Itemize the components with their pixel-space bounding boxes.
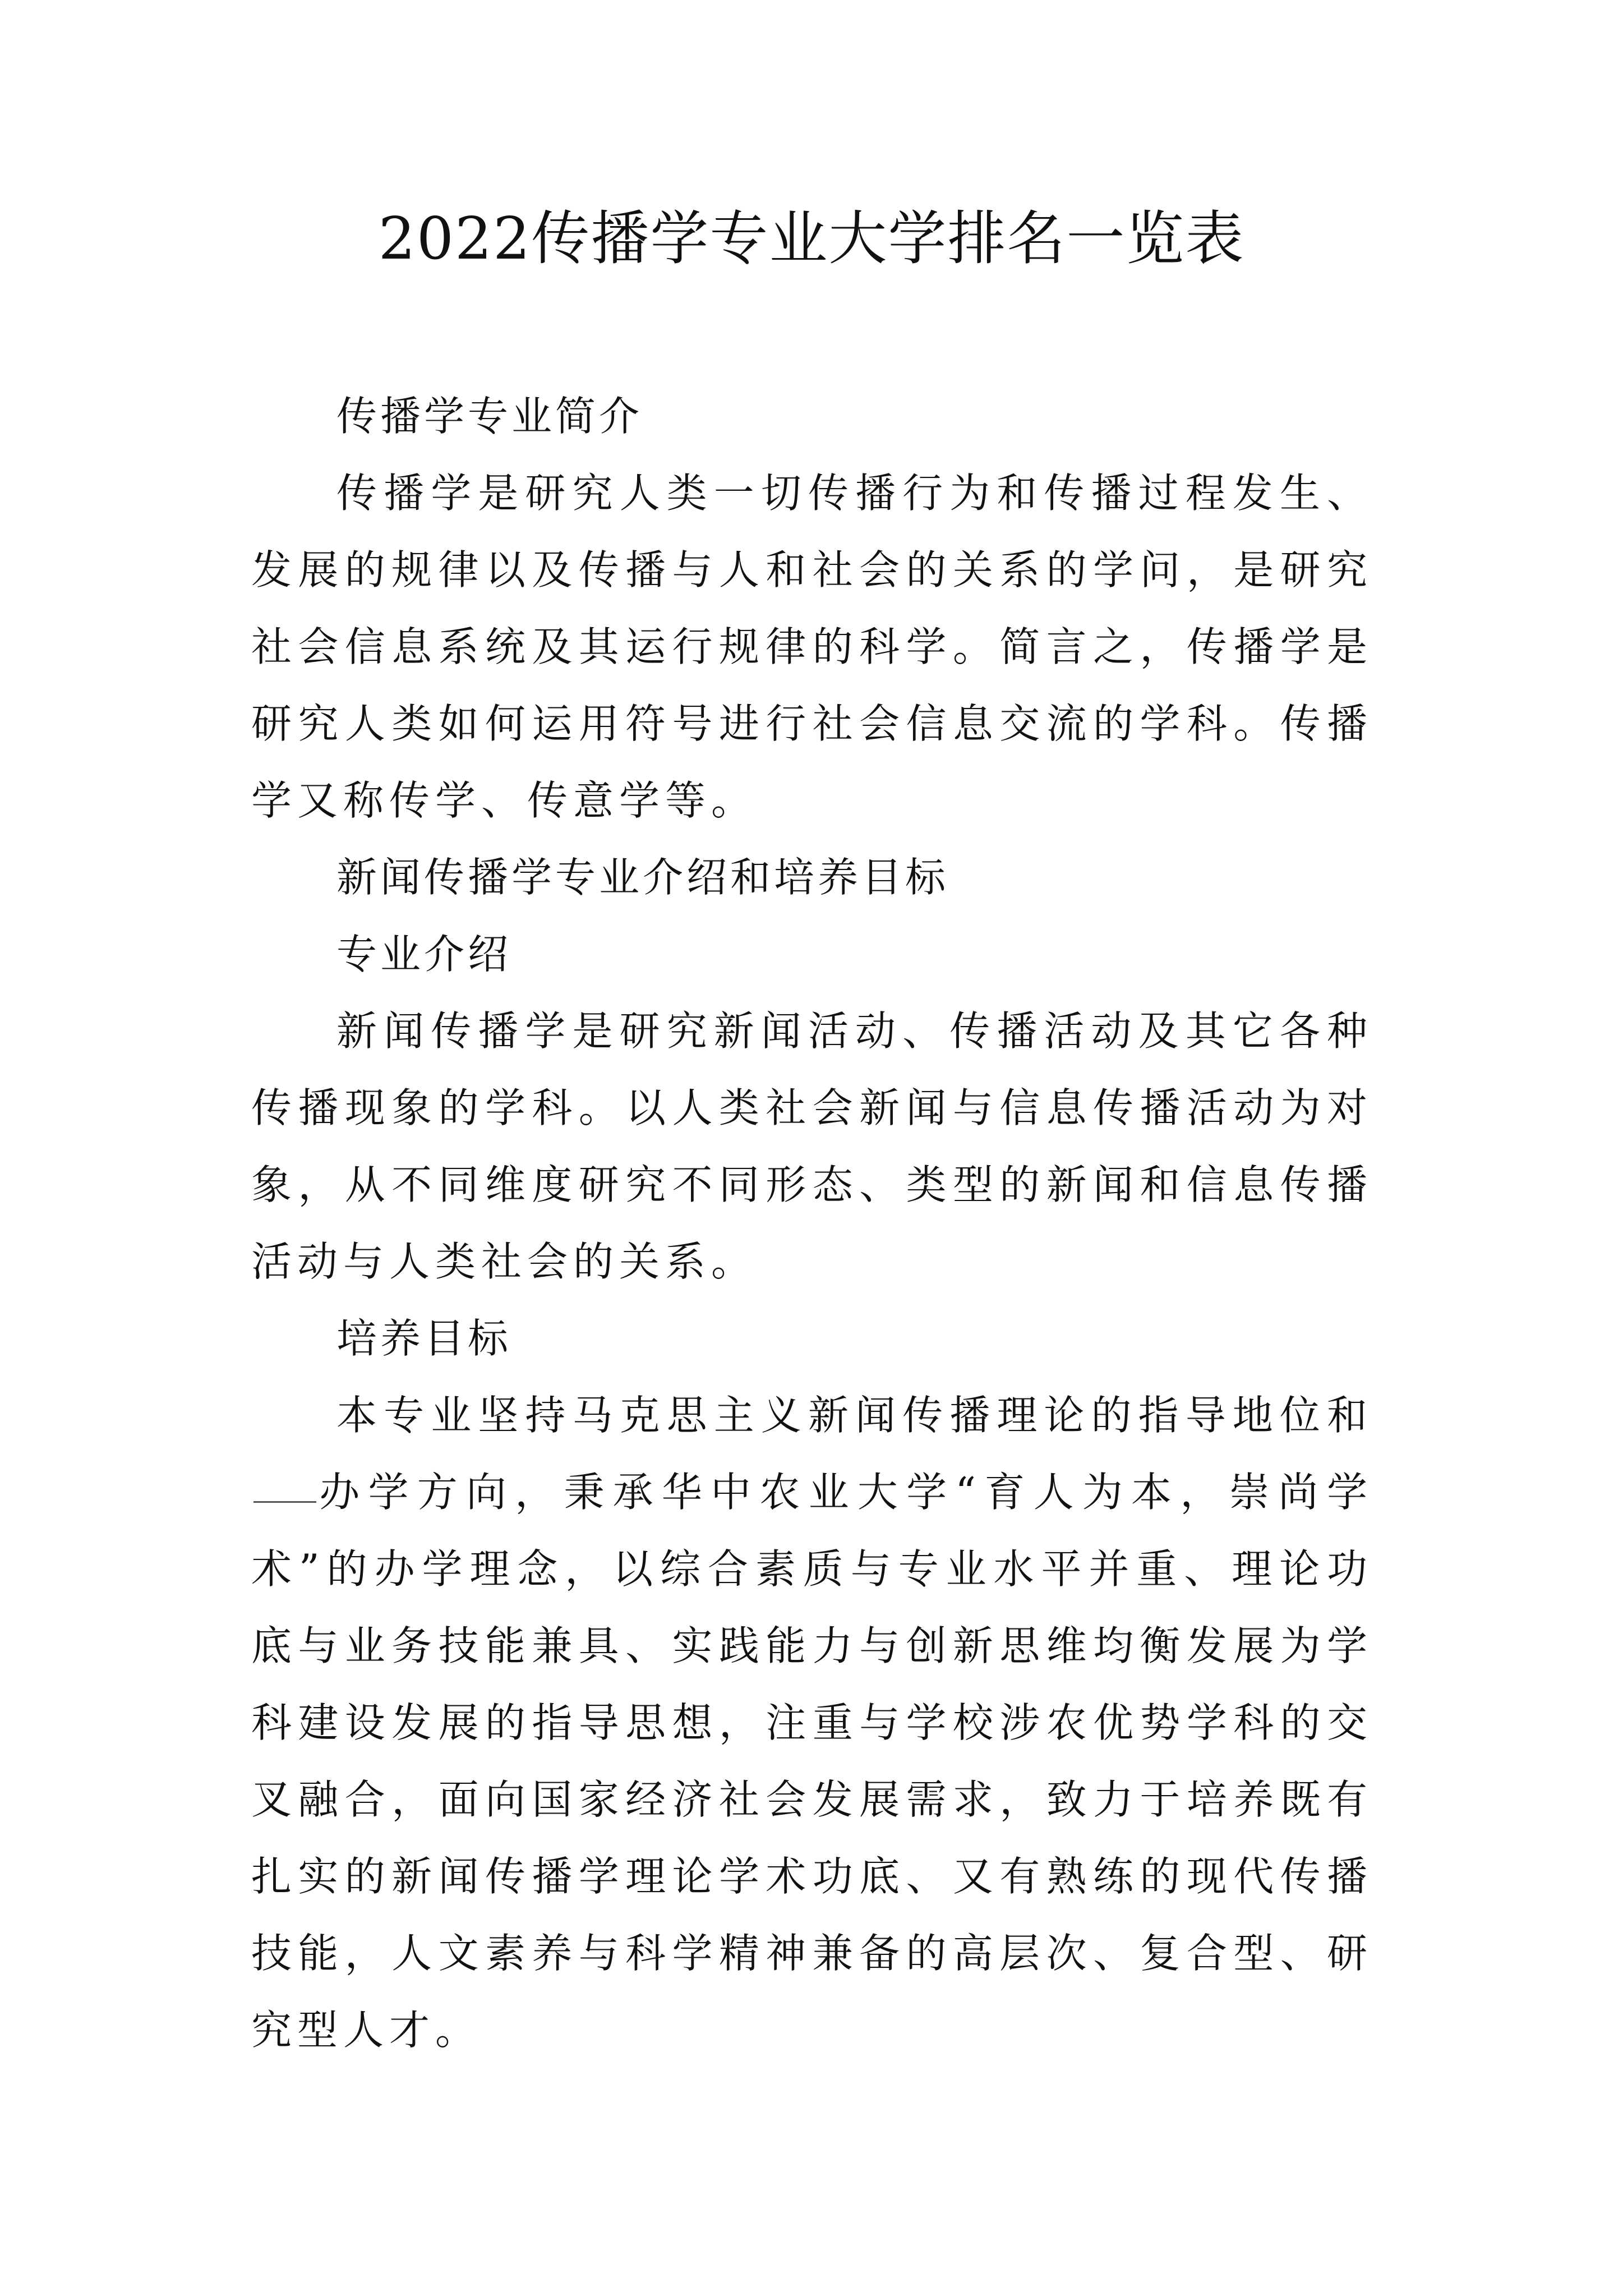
document-body	[251, 378, 1373, 2069]
section-heading-intro: 传播学专业简介	[336, 393, 643, 440]
document-title: 2022传播学专业大学排名一览表	[378, 204, 1245, 273]
section-heading-major: 新闻传播学专业介绍和培养目标	[336, 854, 949, 901]
paragraph-major-intro: 新闻传播学是研究新闻活动、传播活动及其它各种传播现象的学科。以人类社会新闻与信息传播活动为对象，从不同维度研究不同形态、类型的新闻和信息传播活动与人类社会的关系。	[251, 1007, 1373, 1285]
section-heading-major-intro: 专业介绍	[336, 931, 512, 978]
blank-underline	[253, 1500, 316, 1503]
paragraph-goal	[251, 1377, 1373, 2069]
section-heading-goal: 培养目标	[336, 1315, 512, 1362]
paragraph-intro: 传播学是研究人类一切传播行为和传播过程发生、发展的规律以及传播与人和社会的关系的学问，是研究社会信息系统及其运行规律的科学。简言之，传播学是研究人类如何运用符号进行社会信息交流的学科。传播学又称传学、传意学等。	[251, 470, 1373, 824]
paragraph-goal-part2: 办学方向，秉承华中农业大学“育人为本，崇尚学术”的办学理念，以综合素质与专业水平并重、理论功底与业务技能兼具、实践能力与创新思维均衡发展为学科建设发展的指导思想，注重与学校涉农优势学科的交叉融合，面向国家经济社会发展需求，致力于培养既有扎实的新闻传播学理论学术功底、又有熟练的现代传播技能，人文素养与科学精神兼备的高层次、复合型、研究型人才。	[251, 1469, 1373, 2054]
paragraph-goal-part1: 本专业坚持马克思主义新闻传播理论的指导地位和	[336, 1392, 1373, 1439]
